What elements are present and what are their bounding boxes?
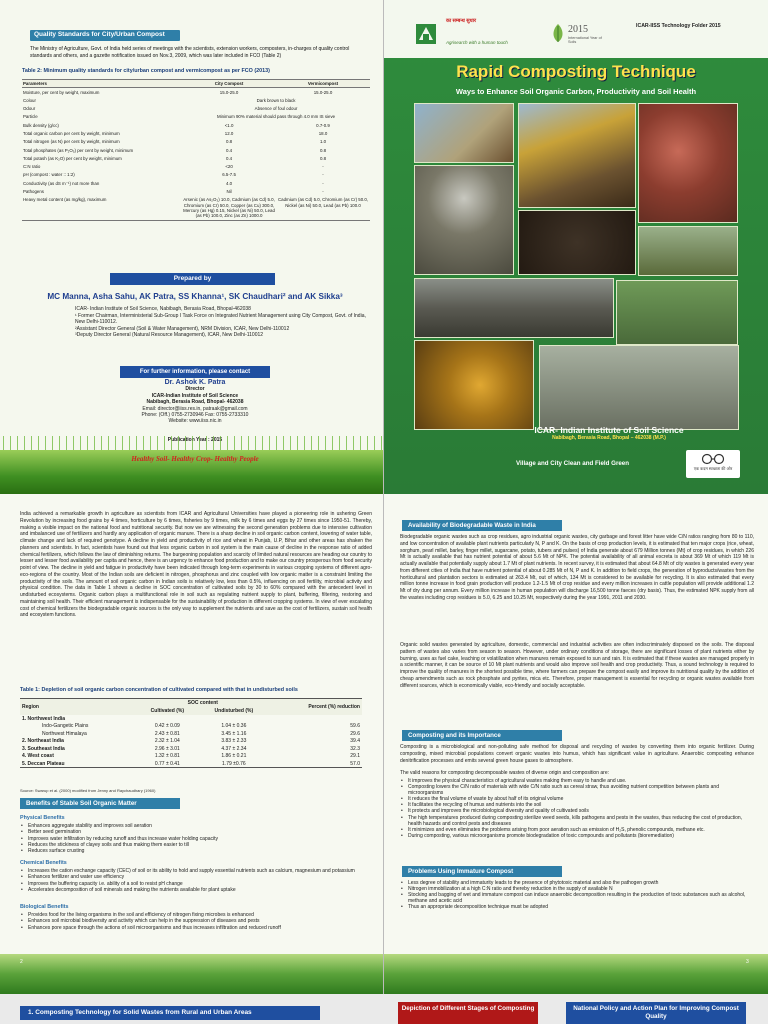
cover-subtitle: Ways to Enhance Soil Organic Carbon, Productivity and Soil Health	[455, 87, 697, 96]
swachh-slogan: Village and City Clean and Field Green	[516, 460, 630, 467]
table-cell-parameter: Total nitrogen (as N) per cent by weight, minimum	[23, 139, 120, 145]
grass-decoration	[384, 954, 768, 994]
composting-reasons-intro: The valid reasons for composting decomposable wastes of diverse origin and composition are:	[400, 770, 609, 776]
table-row	[20, 760, 362, 768]
chemical-benefits-list	[28, 868, 368, 893]
list-item: • Thus an appropriate decomposition technique must be adopted	[408, 904, 754, 910]
table-cell-region: 3. Southeast India	[22, 745, 65, 752]
table-row	[22, 179, 370, 187]
table1-header-reduction: Percent (%) reduction	[269, 699, 362, 716]
list-item: • It improves the physical characteristics of agricultural wastes making them easy to handle and use.	[408, 778, 754, 784]
table-cell-undisturbed: 3.83 ± 2.33	[221, 738, 247, 745]
table-cell-parameter: Pathogens	[23, 189, 44, 195]
table-cell-parameter: Colour	[23, 97, 36, 103]
table-cell-reduction: 39.4	[350, 738, 360, 745]
table-cell-parameter: Total potash (as K₂O) per cent by weight, minimum	[23, 155, 122, 161]
section-header-composting-importance: Composting and its Importance	[402, 730, 562, 741]
affiliation-line: ³Deputy Director General (Natural Resource Management), ICAR, New Delhi-110012	[75, 332, 264, 338]
icar-logo-icon	[414, 22, 438, 46]
table-cell-reduction	[269, 715, 362, 722]
motto: Healthy Soil- Healthy Crop- Healthy People	[131, 455, 259, 463]
quality-standards-intro: The Ministry of Agriculture, Govt. of India held series of meetings with the scientists, extension workers, composters, in-charges of quality control standards and others, and a gazette notification issued on Nov.3, 2009, which was later included in FCO (Table 2)	[30, 46, 350, 59]
list-item: • Improves water infiltration by reducing runoff and thus increase water holding capacity	[28, 836, 368, 842]
year-label: 2015	[568, 24, 588, 35]
year-of-soils-label: International Year of Soils	[568, 36, 602, 44]
table-cell-parameter: Odour	[23, 106, 36, 112]
logo-hindi-text: का सम्बन्ध सुधार	[446, 18, 477, 24]
table-cell-reduction: 57.0	[350, 760, 360, 767]
table-row	[20, 737, 362, 744]
table-cell-undisturbed: 1.79 ±0.76	[222, 760, 246, 767]
table-cell-parameter: Total organic carbon per cent by weight, minimum	[23, 130, 120, 136]
table-row	[22, 88, 370, 97]
table-cell-vermicompost: Cadmium (as Cd) 5.0, Chromium (as Cr) 50.0, Nickel (as Ni) 50.0, Lead (as Pb) 100.0	[277, 197, 369, 208]
photo-compost-bowl	[414, 340, 534, 430]
table-cell-city-compost: Nil	[226, 189, 232, 195]
table-cell-value: Dark brown to black	[256, 97, 296, 103]
list-item: • It reduces the final volume of waste by about half of its original volume	[408, 796, 754, 802]
table-cell-value: Absence of foul odour	[254, 106, 298, 112]
institute-name: ICAR- Indian Institute of Soil Science	[534, 425, 684, 435]
institute-block	[479, 425, 739, 441]
section-banner-composting-technology: 1. Composting Technology for Solid Wastes from Rural and Urban Areas	[20, 1006, 320, 1020]
contact-banner: For further information, please contact	[120, 366, 270, 378]
table-cell-undisturbed: 4.37 ± 2.34	[221, 745, 247, 752]
table-cell-city-compost: 12.0	[224, 130, 234, 136]
section-header-biodegradable-waste: Availability of Biodegradable Waste in India	[402, 520, 562, 531]
contact-address: Nabibagh, Berasia Road, Bhopal- 462038	[146, 399, 244, 406]
table2-body	[22, 88, 370, 221]
list-item: • Increases the cation exchange capacity (CEC) of soil or its ability to hold and supply essential nutrients such as calcium, magnesium and potassium	[28, 868, 368, 874]
table-cell-region: Indo-Gangetic Plains	[42, 723, 89, 730]
list-item: • Improves the buffering capacity i.e. ability of a soil to resist pH change	[28, 881, 368, 887]
table-cell-vermicompost: 18.0	[318, 130, 328, 136]
table-cell-reduction: 29.1	[350, 753, 360, 760]
icar-hindi-logo	[446, 18, 516, 48]
table-cell-reduction: 29.6	[350, 730, 360, 737]
section-header-quality-standards: Quality Standards for City/Urban Compost	[30, 30, 180, 41]
table-cell-region: 4. West coast	[22, 753, 54, 760]
contact-name: Dr. Ashok K. Patra	[164, 379, 226, 386]
panel-page-2	[0, 494, 384, 994]
photo-composting-plant	[539, 345, 739, 430]
affiliation-line: ²Assistant Director General (Soil & Water Management), NRM Division, ICAR, New Delhi-110012	[75, 325, 290, 332]
table-cell-parameter: Total phosphates (as P₂O₅) per cent by weight, minimum	[23, 147, 134, 153]
biological-benefits-list	[28, 912, 368, 931]
table-cell-vermicompost: 15.0-25.0	[313, 89, 333, 95]
panel-quality-standards	[0, 0, 384, 494]
list-item: • Reduces surface crusting	[28, 848, 368, 854]
list-item: • Enhances fertilizer and water use efficiency	[28, 874, 368, 880]
table-row	[22, 196, 370, 221]
table-row	[22, 188, 370, 196]
immature-compost-problems-list	[408, 880, 754, 910]
table-cell-undisturbed: 1.04 ± 0.36	[221, 723, 247, 730]
list-item: • Enhances aggregate stability and improves soil aeration	[28, 823, 368, 829]
list-item: • It minimizes and even eliminates the problems arising from poor aeration such as emission of H₂S, phenolic compounds, methane etc.	[408, 827, 754, 833]
contact-role: Director	[185, 386, 205, 393]
list-item: • It protects and improves the microbiological diversity and quality of cultivated soils	[408, 808, 754, 814]
table-cell-vermicompost: -	[322, 189, 324, 195]
table-row	[22, 171, 370, 179]
table-cell-city-compost: <20	[225, 164, 233, 170]
table-cell-region: 1. Northwest India	[22, 715, 66, 722]
contact-email: Email: director@iiss.res.in, patraak@gmail.com	[142, 405, 248, 412]
table-cell-region: 2. Northeast India	[22, 738, 64, 745]
table-cell-cultivated: 0.42 ± 0.09	[154, 723, 180, 730]
photo-compost-windrow	[414, 103, 514, 163]
table-cell-cultivated: 0.77 ± 0.41	[154, 760, 180, 767]
table-cell-cultivated: 2.32 ± 1.04	[154, 738, 180, 745]
table1-header-cultivated: Cultivated (%)	[136, 707, 198, 715]
table2-quality-standards	[22, 79, 370, 221]
table-cell-undisturbed: 3.45 ± 1.16	[221, 730, 247, 737]
institute-address: Nabibagh, Berasia Road, Bhopal – 462038 (M.P.)	[552, 435, 666, 441]
physical-benefits-title: Physical Benefits	[20, 815, 65, 821]
table2-header-city-compost: City Compost	[182, 80, 276, 88]
biodegradable-waste-paragraph: Biodegradable organic wastes such as crop residues, agro industrial organic wastes, city garbage and forest litter have wide C/N ratios ranging from 80 to 110, and low concentration of available plant nutrients particularly N, P and K. On the basis of crop production levels, it is estimated that ten major crops (rice, wheat, sorghum, pearl millet, barley, finger millet, sugarcane, potato, tubers and pulses) of India generate about 679 Million tonnes (Mt) of crop residues, in which 226 Mt is actually available that has nutrient potential of about 5.6 Mt of NPK. The potential availability of all animal excreta is about 369 Mt of which 119 Mt is actually available that potentially supply about 1.7 Mt of plant nutrients. In recent survey, it is estimated that about 64.8 Mt of city wastes is generated every year from different cities of India that have nutrient potential of about 0.285 Mt of N, P and K. In addition to field crops, the generation of byproducts/wastes from the horticultural and plantation sectors is estimated at 263.4 Mt, out of which, 134 Mt is considered to be available for recycling. It is also estimated that every million tonne increase in food grain production will produce 1.2-1.5 Mt of crop residue and every million increases in cattle population will provide additional 1.2 Mt of dry dung per annum. Every million increase in human population will discharge 16,500 tonne faeces (dry basis). Thus, the estimated NPK supply from all the wastes including crop residues is 5.0, 6.25 and 10.25 Mt, respectively during the year 1991, 2011 and 2030.	[400, 534, 754, 601]
table-row	[20, 745, 362, 752]
table-cell-vermicompost: -	[322, 180, 324, 186]
table-cell-vermicompost: 0.8	[319, 155, 327, 161]
photo-loader-machine	[518, 103, 636, 208]
table-row	[22, 138, 370, 146]
table-cell-city-compost: <1.0	[224, 122, 234, 128]
photo-field	[638, 226, 738, 276]
table-row	[22, 121, 370, 129]
list-item: • The high temperatures produced during composting sterilize weed seeds, kills pathogens and pests in the wastes, thus reducing the cost of production, health hazards and control pests and diseases	[408, 815, 754, 827]
table-cell-cultivated: 2.96 ± 3.01	[154, 745, 180, 752]
table-cell-city-compost: 0.4	[226, 147, 233, 153]
table-cell-city-compost: 15.0-25.0	[219, 89, 239, 95]
next-page-strip	[0, 994, 768, 1024]
table-cell-parameter: pH (compost : water :: 1:2)	[23, 172, 75, 178]
affiliation-line: ¹ Former Chairman, Interministerial Sub-Group I Task Force on Integrated Nutrient Management using City Compost, Govt. of India, New Delhi-110012.	[75, 312, 366, 325]
cover-title: Rapid Composting Technique	[456, 62, 696, 81]
table1-caption: Table 1: Depletion of soil organic carbon concentration of cultivated compared with that in undisturbed soils	[20, 687, 298, 693]
table-row	[22, 96, 370, 104]
photo-visitors	[616, 280, 738, 345]
table-cell-reduction: 32.3	[350, 745, 360, 752]
section-header-benefits: Benefits of Stable Soil Organic Matter	[20, 798, 180, 809]
table-cell-city-compost: 6.5-7.5	[222, 172, 236, 178]
table-cell-undisturbed: 1.86 ± 0.21	[221, 753, 247, 760]
table-cell-parameter: Bulk density (g/cc)	[23, 122, 59, 128]
table-cell-region: Northwest Himalaya	[42, 730, 87, 737]
table-row	[22, 113, 370, 121]
table-cell-vermicompost: 1.0	[319, 139, 327, 145]
table-cell-parameter: Particle	[23, 114, 38, 120]
table-cell-region: 5. Deccan Plateau	[22, 760, 65, 767]
table-row	[20, 715, 362, 722]
list-item: • Composting lowers the C/N ratio of materials with wide C/N ratio such as cereal straw, thus avoiding nutrient competition between plants and microorganisms	[408, 784, 754, 796]
table-cell-vermicompost: 0.7-0.9	[316, 122, 330, 128]
list-item: • Enhances pore space through the actions of soil microorganisms and thus increases infiltration and reduced runoff	[28, 925, 368, 931]
table-cell-parameter: C:N ratio	[23, 164, 41, 170]
photo-earthworms	[638, 103, 738, 223]
table2-caption: Table 2: Minimum quality standards for city/urban compost and vermicompost as per FCO (2013)	[22, 68, 270, 74]
table-cell-cultivated: 2.43 ± 0.81	[154, 730, 180, 737]
table-cell-parameter: Moisture, per cent by weight, maximum	[23, 89, 100, 95]
contact-institute: ICAR-Indian Institute of Soil Science	[151, 392, 239, 399]
page-number: 2	[20, 959, 23, 965]
list-item: • Enhances soil microbial biodiversity and activity which can help in the suppression of diseases and pests	[28, 918, 368, 924]
composting-reasons-list	[408, 778, 754, 839]
table1-source: Source: Swarup et al. (2000) modified from Jenny and Raychaudhary (1960)	[20, 788, 156, 793]
panel-page-3	[384, 494, 768, 994]
chemical-benefits-title: Chemical Benefits	[20, 860, 67, 866]
table-cell-vermicompost: -	[322, 172, 324, 178]
panel-cover	[384, 0, 768, 494]
table-cell-reduction: 59.6	[350, 723, 360, 730]
photo-compost-pile	[414, 165, 514, 275]
logo-tagline: Agrisearch with a human touch	[446, 40, 508, 45]
list-item: • Less degree of stability and immaturity leads to the presence of phytotoxic material and also the pathogen growth	[408, 880, 754, 886]
affiliations	[75, 306, 375, 339]
table-row	[22, 129, 370, 137]
swachh-logo-text: एक कदम स्वच्छता की ओर	[693, 466, 733, 471]
table-row	[22, 105, 370, 113]
technology-folder-label: ICAR-IISS Technology Folder 2015	[636, 23, 721, 29]
swachh-bharat-logo	[686, 450, 740, 478]
photo-vermicompost	[518, 210, 636, 275]
international-year-of-soils-logo	[550, 22, 610, 48]
table-cell-parameter: Heavy metal content (as mg/kg), maximum	[23, 197, 107, 203]
intro-paragraph: India achieved a remarkable growth in agriculture as scientists from ICAR and Agricultural Universities have played a pioneering role in ushering Green Revolution by increasing food grains by 4 times, horticulture by 6 times, fisheries by 9 times, milk by 6 times and eggs by 27 times since 1950-51. Thereby, making a visible impact on the national food and nutritional security. But now we are witnessing the second generation problems due to intensive cultivation and imbalanced use of fertilizers and hardly any application of organic manure. There is a sharp decline in soil organic carbon content, lowering of water table, climate change and lack of required genotype. A decline in yield and productivity of rice and wheat in Punjab, U.P, Bihar and other areas has shaken the planners and scientists. In fact, scientists have found out that less organic carbon in soil system is the main cause of decline in the response ratio of added chemical fertilizers, which follows the law of diminishing returns. The burgeoning population and scarcity of limited natural resources are heading our country to lesser and lesser food availability per capita and hence, there is an urgency to enhance food production and to make our country prosperous from food security point of view. The decline in yield and fatigue in productivity have been indicated through long-term experiments in various cropping systems of different agro-eco-regions of the country. Most of the Indian soils are deficient in nitrogen, phosphorus and zinc coupled with low organic matter is a constraint limiting the productivity of the soils. The amount of soil organic carbon in Indian soils is relatively low, less than 0.5%, influencing on soil fertility, microbial activity and physical condition. The data in Table 1 shows a decline in SOC concentration of cultivated soils by 30 to 60% compared with the antecedent level in undisturbed ecosystems. Organic carbon plays a multifunctional role in soil such as regulating nutrient supply to plant, buffering, filtering, restoring and maintaining soil health. Their efficient management is indispensable for the sustainability of production in different cropping systems. In view of ever escalating cost of chemical fertilizers the biodegradable organic sources is the only way to supplement the nutrients and save as the cost of fertilizers, sustain soil health and ecosystem functions.	[20, 511, 372, 619]
composting-paragraph: Composting is a microbiological and non-polluting safe method for disposal and recycling of wastes by converting them into organic fertilizer. During composting, mixed microbial populations convert organic wastes into humus, which has significant value in agriculture. Anaerobic composting enhance denitrification processes and emits several green house gases to atmosphere.	[400, 744, 754, 764]
list-item: • Provides food for the living organisms in the soil and efficiency of nitrogen fixing microbes is enhanced	[28, 912, 368, 918]
table1-header-soc: SOC content	[136, 699, 269, 708]
table-cell-city-compost: Arsenic (as As₂O₃) 10.0, Cadmium (as Cd) 5.0, Chromium (as Cr) 50.0, Copper (as Cu) 300.0, Mercury (as Hg) 0.15, Nickel (as Ni) 50.0, Lead (as Pb) 100.0, Zinc (as Zn) 1000.0	[183, 197, 275, 219]
affiliation-line: ICAR- Indian Institute of Soil Science, Nabibagh, Berasia Road, Bhopal-462038	[75, 306, 251, 312]
solid-waste-paragraph: Organic solid wastes generated by agriculture, domestic, commercial and industrial activities are often indiscriminately disposed on the soils. The disposal pattern of wastes also varies from season to season. However, under ordinary conditions of storage, there are significant losses of plant nutrients either by burning, uses as fuel cake, leaching or volatilization when manures remain exposed to sun and rain. It is estimated that if these wastes are managed properly in a scientific manner, it can be source of 10 Mt plant nutrients and would also improve soil health and crop productivity. Thus, a sound technology is required to improve the quality of manures in the shortest possible time, where farmers can prepare the compost easily and improve its nutritional quality by the addition of cheap amendments such as rock phosphate and pyrites, mica etc. Therefore, proper management is essential for recycling or organic wastes available from different sources, which is economically viable, eco-friendly and socially acceptable.	[400, 642, 754, 689]
contact-block	[110, 380, 280, 425]
table1-header-region: Region	[20, 699, 136, 716]
grass-decoration	[0, 954, 384, 994]
biological-benefits-title: Biological Benefits	[20, 904, 69, 910]
leaf-icon	[550, 22, 566, 44]
list-item: • It facilitates the recycling of humus and nutrients into the soil	[408, 802, 754, 808]
list-item: • Nitrogen immobilization at a high C:N ratio and thereby reduction in the supply of available N	[408, 886, 754, 892]
table-row	[20, 730, 362, 737]
contact-phone: Phone: (Off.) 0755-2730946 Fax: 0755-2733310	[141, 412, 249, 419]
prepared-by-banner: Prepared by	[110, 273, 275, 285]
contact-website: Website: www.iiss.nic.in	[168, 418, 222, 425]
table-cell-cultivated: 1.32 ± 0.81	[154, 753, 180, 760]
table-row	[20, 752, 362, 759]
table-cell-city-compost: 0.8	[226, 139, 233, 145]
section-header-immature-compost: Problems Using Immature Compost	[402, 866, 562, 877]
table-row	[22, 154, 370, 162]
page-number: 3	[746, 959, 749, 965]
table-cell-undisturbed	[198, 715, 269, 722]
list-item: • During composting, various microorganisms promote biodegradation of toxic compounds and pollutants (bioremediation)	[408, 833, 754, 839]
list-item: • Stocking and bagging of wet and immature compost can induce anaerobic decomposition resulting in the production of toxic substances such as alcohol, methane and acetic acid	[408, 892, 754, 904]
table-cell-value: Minimum 90% material should pass through 4.0 mm IS sieve	[216, 114, 336, 120]
table2-header-vermicompost: Vermicompost	[276, 80, 370, 88]
table-cell-vermicompost: -	[322, 164, 324, 170]
table-row	[22, 163, 370, 171]
table2-header-parameters: Parameters	[22, 80, 182, 88]
table-cell-city-compost: 4.0	[226, 180, 233, 186]
section-banner-composting-stages: Depiction of Different Stages of Composting	[398, 1002, 538, 1024]
table-row	[22, 146, 370, 154]
table1-soc-depletion	[20, 698, 362, 768]
list-item: • Reduces the stickiness of clayey soils and thus making them easier to till	[28, 842, 368, 848]
section-banner-national-policy: National Policy and Action Plan for Improving Compost Quality	[566, 1002, 746, 1024]
table1-header-undisturbed: Undisturbed (%)	[198, 707, 269, 715]
table-row	[20, 722, 362, 729]
list-item: • Accelerates decomposition of soil minerals and making the nutrients available for plant uptake	[28, 887, 368, 893]
table-cell-vermicompost: 0.8	[319, 147, 327, 153]
authors: MC Manna, Asha Sahu, AK Patra, SS Khanna¹, SK Chaudhari² and AK Sikka³	[47, 292, 343, 301]
table1-body	[20, 715, 362, 768]
table-cell-parameter: Conductivity (as dS m⁻¹) not more than	[23, 180, 100, 186]
table-cell-cultivated	[136, 715, 198, 722]
list-item: • Better seed germination	[28, 829, 368, 835]
spectacles-icon	[701, 453, 725, 465]
physical-benefits-list	[28, 823, 368, 854]
photo-compost-shed	[414, 278, 614, 338]
table-cell-city-compost: 0.4	[226, 155, 233, 161]
